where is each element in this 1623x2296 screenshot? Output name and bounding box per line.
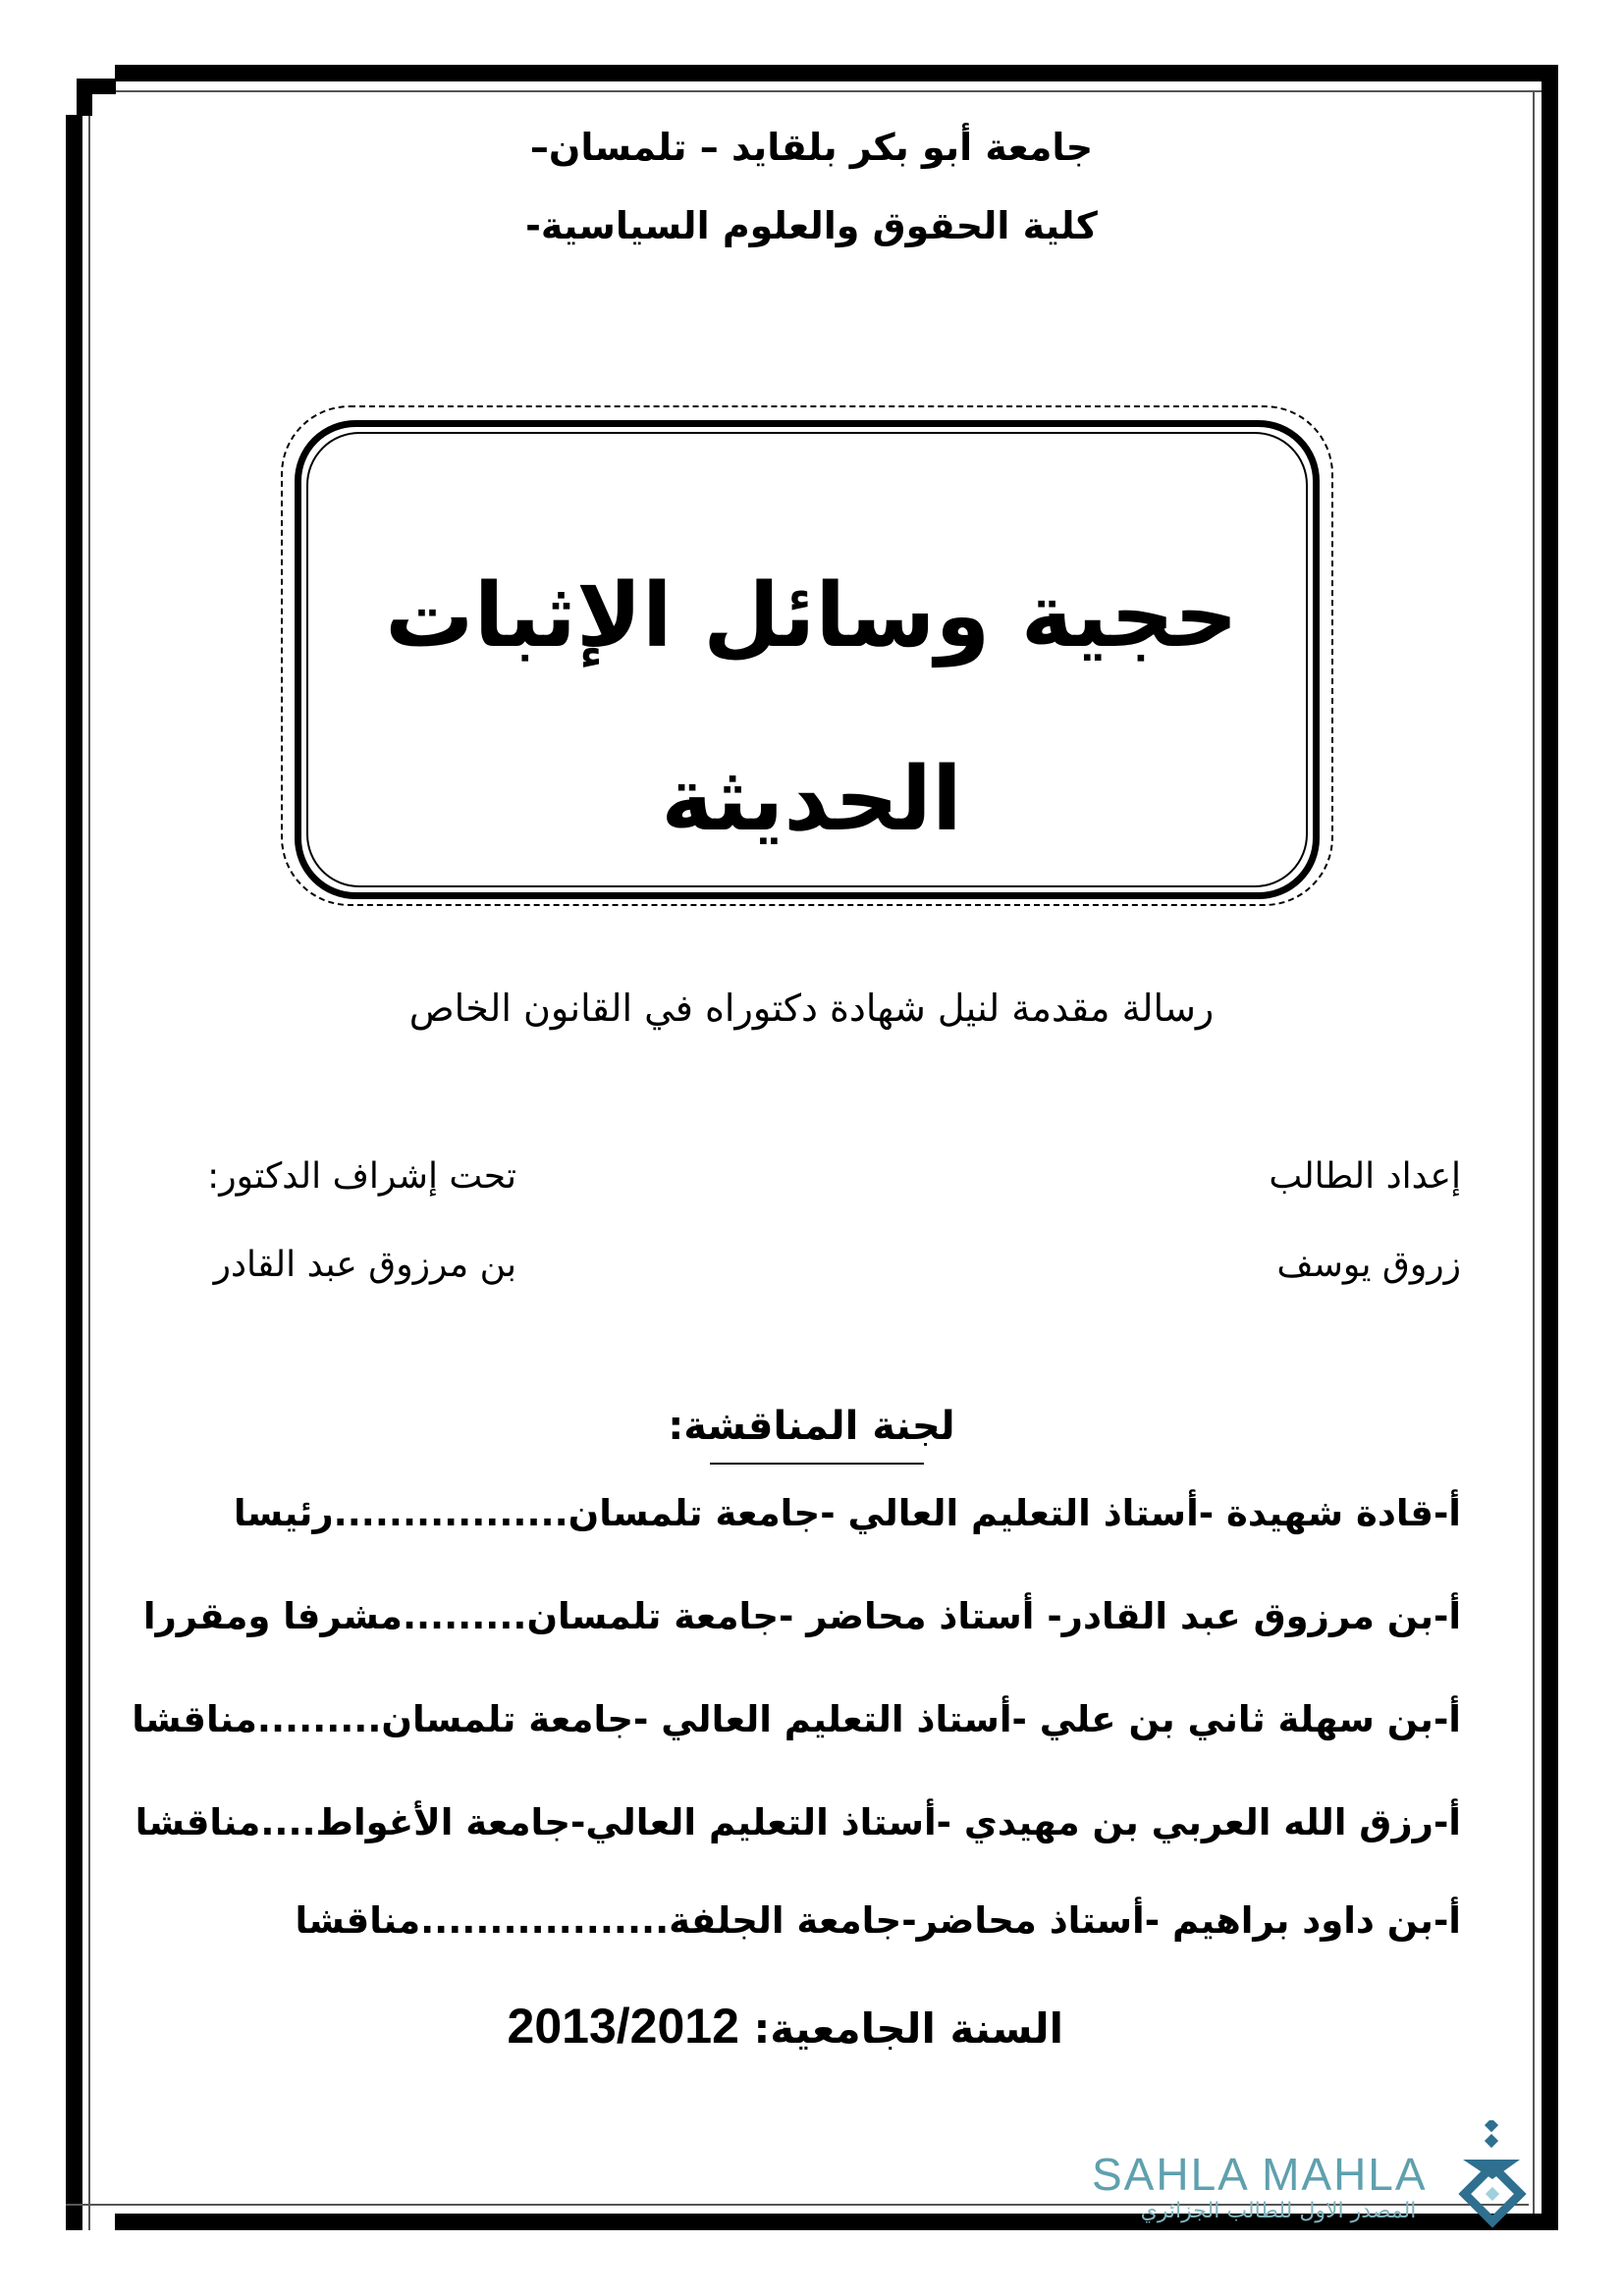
- frame-left-line: [88, 115, 90, 2230]
- frame-right-bar: [1542, 65, 1558, 2224]
- committee-member: أ-بن مرزوق عبد القادر- أستاذ محاضر -جامعة تلمسان.........مشرفا ومقررا: [142, 1595, 1461, 1637]
- frame-corner-tl2: [77, 79, 92, 116]
- committee-member: أ-بن سهلة ثاني بن علي -أستاذ التعليم العالي -جامعة تلمسان.........مناقشا: [132, 1698, 1461, 1740]
- watermark-emblem-icon: [1453, 2120, 1532, 2228]
- committee-heading-underline: [710, 1463, 924, 1465]
- academic-year: [508, 1998, 1063, 2055]
- student-name: زروق يوسف: [1276, 1245, 1461, 1285]
- frame-left-bar: [66, 115, 82, 2230]
- university-name: جامعة أبو بكر بلقايد – تلمسان–: [529, 126, 1094, 169]
- faculty-name: كلية الحقوق والعلوم السياسية-: [525, 204, 1098, 247]
- supervisor-label: تحت إشراف الدكتور:: [207, 1156, 516, 1197]
- academic-year-value: 2013/2012: [507, 1999, 739, 2054]
- watermark-brand: SAHLA MAHLA: [1092, 2149, 1428, 2200]
- frame-top-line: [115, 90, 1558, 92]
- committee-member: أ-بن داود براهيم -أستاذ محاضر-جامعة الجلفة..................مناقشا: [295, 1899, 1461, 1942]
- frame-right-line: [1533, 90, 1535, 2230]
- committee-member: أ-قادة شهيدة -أستاذ التعليم العالي -جامعة تلمسان.................رئيسا: [233, 1492, 1461, 1534]
- committee-heading: لجنة المناقشة:: [668, 1404, 955, 1449]
- frame-top-bar: [115, 65, 1558, 81]
- committee-member: أ-رزق الله العربي بن مهيدي -أستاذ التعليم العالي-جامعة الأغواط....مناقشا: [135, 1801, 1461, 1843]
- thesis-subtitle: رسالة مقدمة لنيل شهادة دكتوراه في القانون الخاص: [408, 987, 1215, 1030]
- thesis-title-line1: حجية وسائل الإثبات: [385, 564, 1238, 667]
- watermark-tagline: المصدر الاول للطالب الجزائري: [1140, 2199, 1417, 2223]
- thesis-title-line2: الحديثة: [661, 748, 962, 851]
- student-label: إعداد الطالب: [1269, 1156, 1461, 1197]
- supervisor-name: بن مرزوق عبد القادر: [213, 1245, 516, 1285]
- academic-year-label: السنة الجامعية:: [753, 2004, 1063, 2053]
